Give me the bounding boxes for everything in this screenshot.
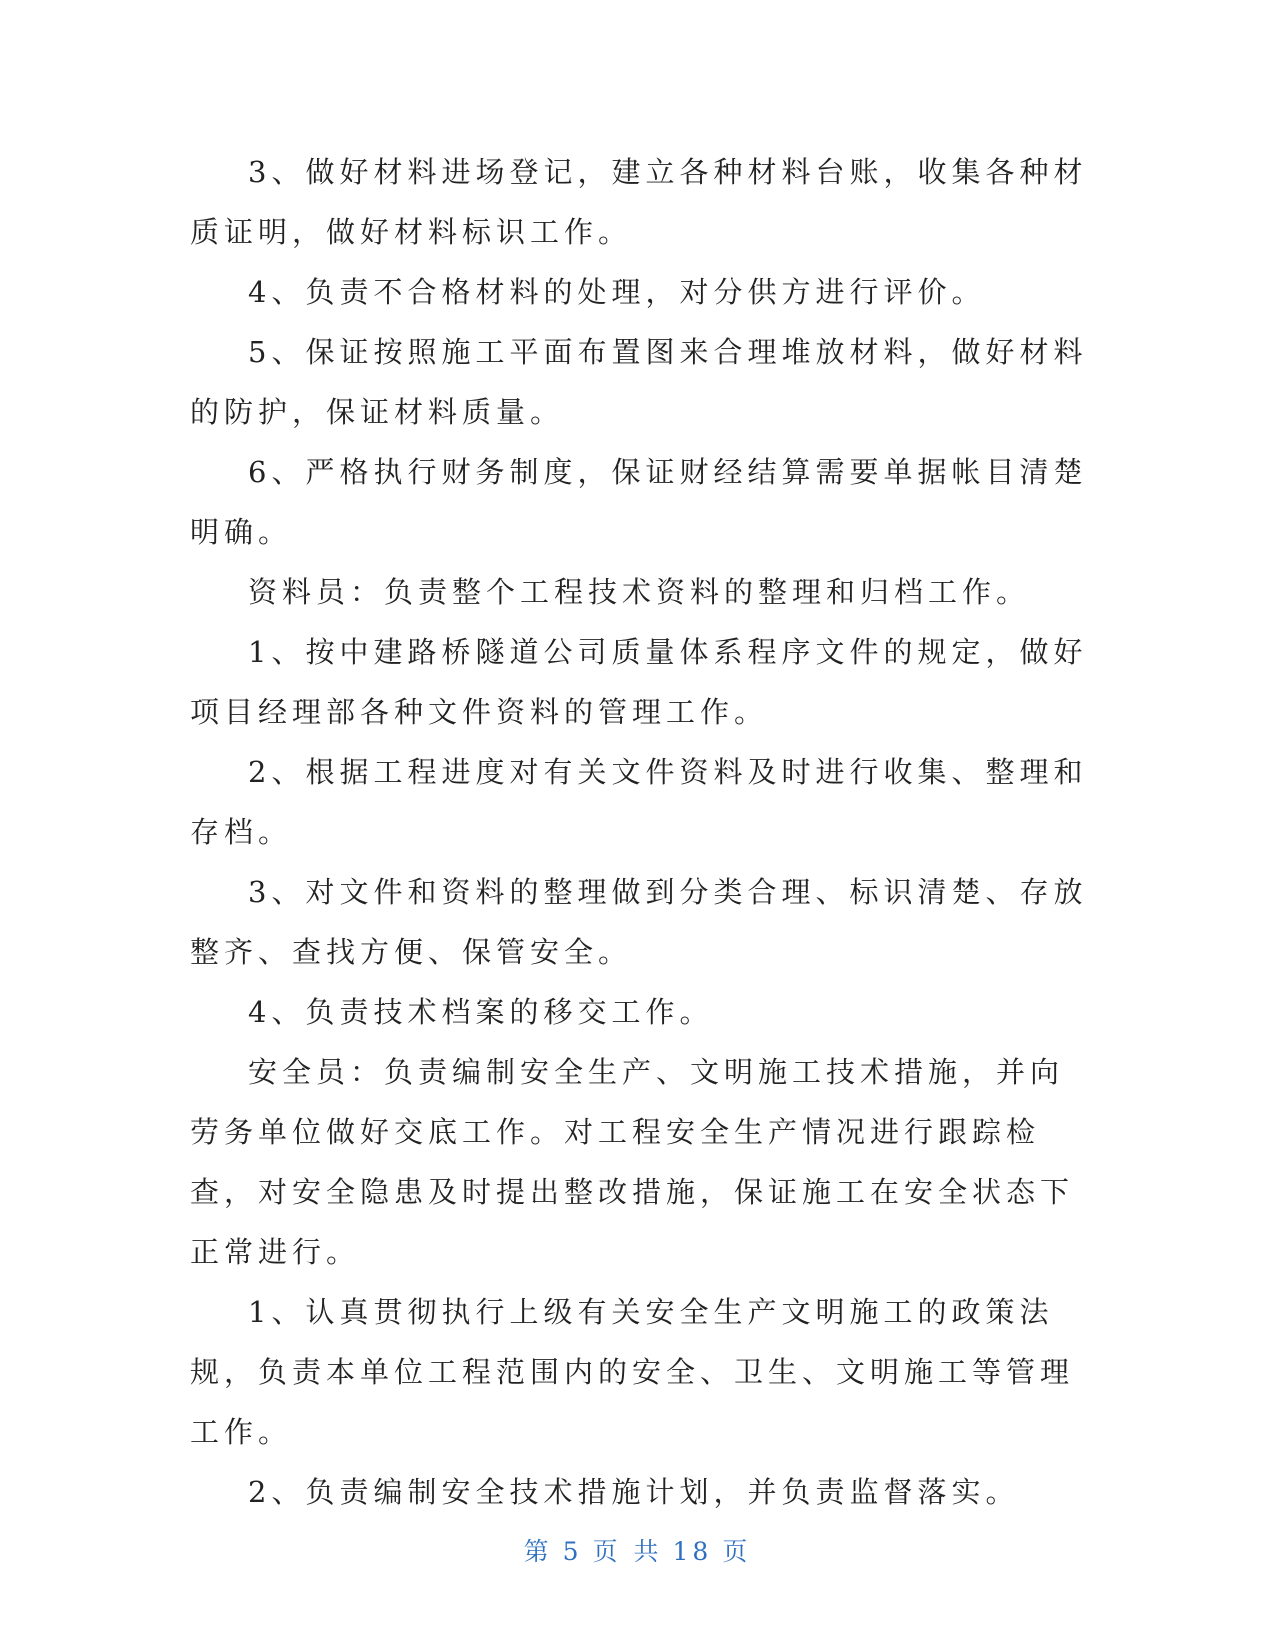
document-body <box>190 142 1090 1522</box>
paragraph-safety-officer: 安全员：负责编制安全生产、文明施工技术措施，并向劳务单位做好交底工作。对工程安全生产情况进行跟踪检查，对安全隐患及时提出整改措施，保证施工在安全状态下正常进行。 <box>190 1055 1075 1269</box>
paragraph-docs-1: 1、按中建路桥隧道公司质量体系程序文件的规定，做好项目经理部各种文件资料的管理工作。 <box>190 635 1088 729</box>
page-footer <box>0 1532 1275 1568</box>
paragraph-safety-2: 2、负责编制安全技术措施计划，并负责监督落实。 <box>248 1475 1020 1509</box>
footer-prefix: 第 <box>523 1537 553 1566</box>
footer-total-pages: 18 <box>672 1537 713 1566</box>
footer-mid: 页 共 <box>592 1537 663 1566</box>
paragraph-docs-2: 2、根据工程进度对有关文件资料及时进行收集、整理和存档。 <box>190 755 1088 849</box>
footer-suffix: 页 <box>722 1537 752 1566</box>
paragraph-material-5: 5、保证按照施工平面布置图来合理堆放材料，做好材料的防护，保证材料质量。 <box>190 335 1088 429</box>
paragraph-material-6: 6、严格执行财务制度，保证财经结算需要单据帐目清楚明确。 <box>190 455 1088 549</box>
footer-current-page: 5 <box>562 1537 583 1566</box>
paragraph-docs-3: 3、对文件和资料的整理做到分类合理、标识清楚、存放整齐、查找方便、保管安全。 <box>190 875 1088 969</box>
paragraph-material-4: 4、负责不合格材料的处理，对分供方进行评价。 <box>248 275 986 309</box>
paragraph-material-3: 3、做好材料进场登记，建立各种材料台账，收集各种材质证明，做好材料标识工作。 <box>190 155 1088 249</box>
paragraph-documentation-clerk: 资料员：负责整个工程技术资料的整理和归档工作。 <box>248 575 1031 609</box>
paragraph-docs-4: 4、负责技术档案的移交工作。 <box>248 995 714 1029</box>
paragraph-safety-1: 1、认真贯彻执行上级有关安全生产文明施工的政策法规，负责本单位工程范围内的安全、卫生、文明施工等管理工作。 <box>190 1295 1075 1449</box>
